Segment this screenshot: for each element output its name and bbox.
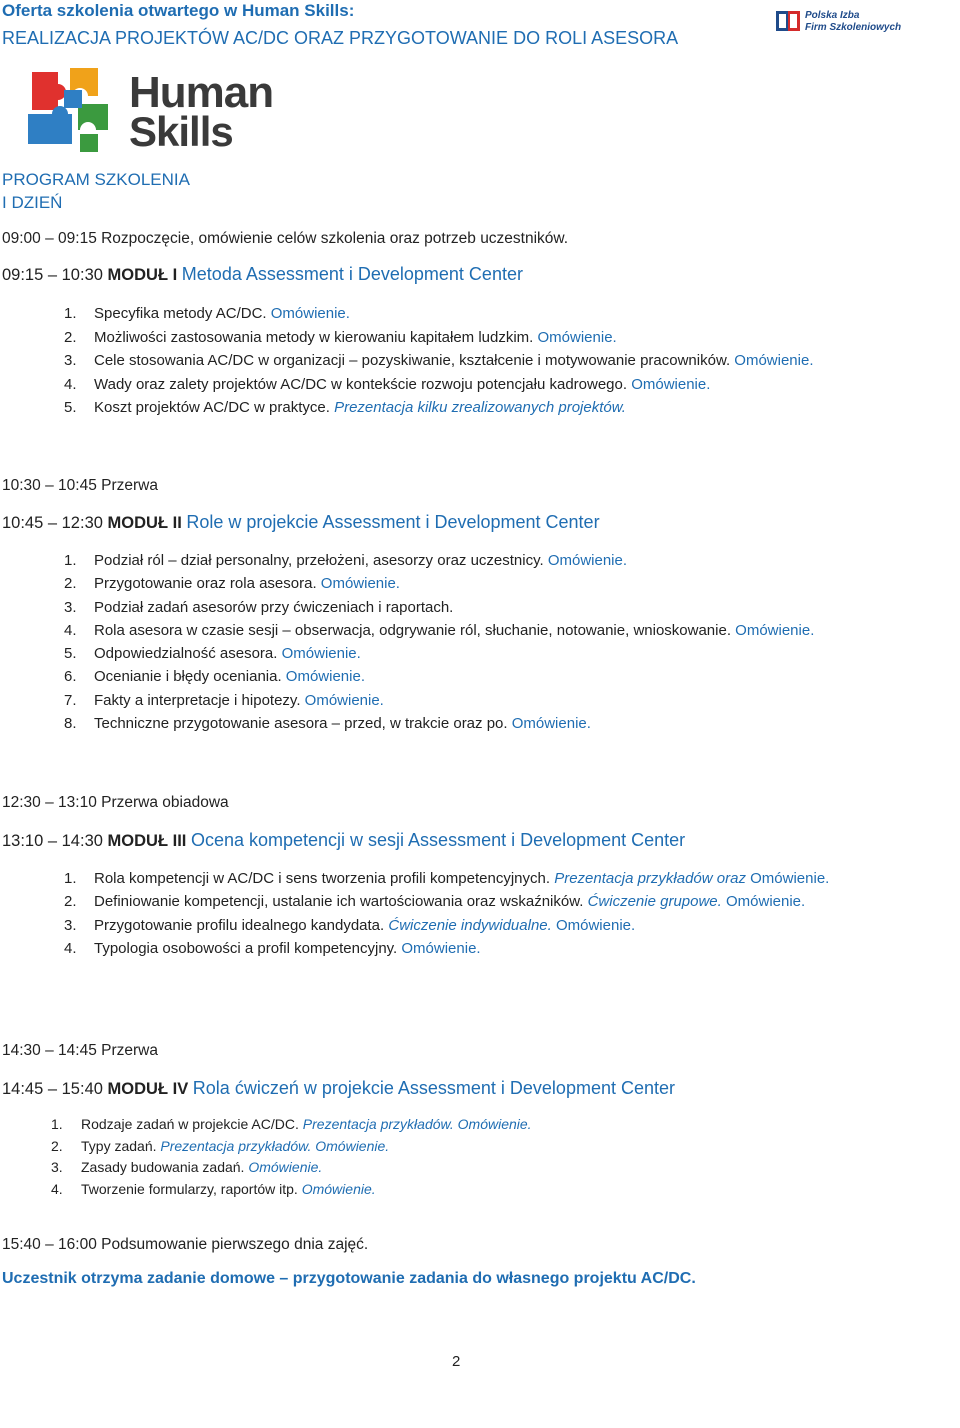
- list-item: 2. Możliwości zastosowania metody w kierowaniu kapitałem ludzkim. Omówienie.: [64, 328, 617, 346]
- module-1-label: MODUŁ I: [107, 266, 178, 284]
- break-1: 10:30 – 10:45 Przerwa: [2, 477, 158, 494]
- module-4-heading: [2, 1078, 675, 1099]
- course-title: REALIZACJA PROJEKTÓW AC/DC ORAZ PRZYGOTOWANIE DO ROLI ASESORA: [2, 28, 679, 48]
- list-item: 6. Ocenianie i błędy oceniania. Omówienie.: [64, 668, 365, 686]
- list-item: 2. Przygotowanie oraz rola asesora. Omówienie.: [64, 575, 400, 593]
- module-2-title: Role w projekcie Assessment i Development Center: [186, 512, 600, 532]
- list-item: 3. Zasady budowania zadań. Omówienie.: [51, 1159, 323, 1175]
- pifs-book-icon: [775, 8, 801, 34]
- break-3: 14:30 – 14:45 Przerwa: [2, 1042, 158, 1059]
- homework-note: Uczestnik otrzyma zadanie domowe – przygotowanie zadania do własnego projektu AC/DC.: [2, 1270, 696, 1287]
- list-item: 8. Techniczne przygotowanie asesora – przed, w trakcie oraz po. Omówienie.: [64, 715, 591, 733]
- module-1-title: Metoda Assessment i Development Center: [181, 264, 523, 284]
- module-3-label: MODUŁ III: [107, 832, 187, 850]
- list-item: 4. Typologia osobowości a profil kompetencyjny. Omówienie.: [64, 939, 481, 957]
- logo-word-skills: Skills: [129, 108, 233, 155]
- logo-word-human: Human: [129, 68, 274, 117]
- module-3-time: 13:10 – 14:30: [2, 832, 103, 850]
- page-number: 2: [452, 1353, 461, 1370]
- summary-session: 15:40 – 16:00 Podsumowanie pierwszego dnia zajęć.: [2, 1236, 369, 1253]
- module-3-list: [64, 867, 886, 960]
- list-item: 1. Specyfika metody AC/DC. Omówienie.: [64, 305, 350, 322]
- list-item: 3. Podział zadań asesorów przy ćwiczeniach i raportach.: [64, 598, 454, 616]
- list-item: 2. Definiowanie kompetencji, ustalanie ich wartościowania oraz wskaźników. Ćwiczenie grupowe. Omówienie.: [64, 893, 806, 911]
- human-skills-logo: [24, 64, 274, 156]
- session-opening: 09:00 – 09:15 Rozpoczęcie, omówienie celów szkolenia oraz potrzeb uczestników.: [2, 230, 569, 247]
- module-4-time: 14:45 – 15:40: [2, 1080, 103, 1098]
- module-4-label: MODUŁ IV: [107, 1080, 189, 1098]
- day-heading: I DZIEŃ: [2, 193, 63, 212]
- pifs-logo: [775, 6, 900, 38]
- module-4-list: [51, 1114, 532, 1200]
- list-item: 7. Fakty a interpretacje i hipotezy. Omówienie.: [64, 691, 384, 709]
- module-1-time: 09:15 – 10:30: [2, 266, 103, 284]
- puzzle-mark-icon: [24, 64, 124, 156]
- module-2-list: [64, 549, 886, 735]
- offer-title: Oferta szkolenia otwartego w Human Skills:: [2, 1, 355, 20]
- program-heading: PROGRAM SZKOLENIA: [2, 170, 190, 189]
- list-item: 2. Typy zadań. Prezentacja przykładów. Omówienie.: [51, 1137, 390, 1154]
- list-item: 1. Podział ról – dział personalny, przełożeni, asesorzy oraz uczestnicy. Omówienie.: [64, 552, 628, 569]
- module-4-title: Rola ćwiczeń w projekcie Assessment i Development Center: [192, 1078, 675, 1098]
- module-1-list: [64, 302, 856, 420]
- list-item: 4. Tworzenie formularzy, raportów itp. Omówienie.: [51, 1180, 376, 1197]
- pifs-text-2: Firm Szkoleniowych: [805, 22, 902, 33]
- list-item: 3. Przygotowanie profilu idealnego kandydata. Ćwiczenie indywidualne. Omówienie.: [64, 916, 636, 934]
- list-item: 3. Cele stosowania AC/DC w organizacji – pozyskiwanie, kształcenie i motywowanie pracowników. Omówienie.: [64, 352, 814, 369]
- list-item: 4. Wady oraz zalety projektów AC/DC w kontekście rozwoju potencjału kadrowego. Omówienie.: [64, 375, 711, 393]
- module-1-heading: [2, 264, 523, 285]
- list-item: 4. Rola asesora w czasie sesji – obserwacja, odgrywanie ról, słuchanie, notowanie, wnioskowanie. Omówienie.: [64, 621, 815, 639]
- list-item: 1. Rodzaje zadań w projekcie AC/DC. Prezentacja przykładów. Omówienie.: [51, 1116, 532, 1132]
- module-3-heading: [2, 830, 685, 851]
- module-2-label: MODUŁ II: [107, 514, 182, 532]
- list-item: 1. Rola kompetencji w AC/DC i sens tworzenia profili kompetencyjnych. Prezentacja przykładów oraz Omówienie.: [64, 870, 830, 887]
- module-2-heading: [2, 512, 600, 533]
- pifs-text-1: Polska Izba: [805, 10, 860, 21]
- list-item: 5. Odpowiedzialność asesora. Omówienie.: [64, 645, 361, 663]
- module-3-title: Ocena kompetencji w sesji Assessment i Development Center: [190, 830, 686, 850]
- list-item: 5. Koszt projektów AC/DC w praktyce. Prezentacja kilku zrealizowanych projektów.: [64, 399, 626, 416]
- module-2-time: 10:45 – 12:30: [2, 514, 103, 532]
- break-2: 12:30 – 13:10 Przerwa obiadowa: [2, 794, 229, 811]
